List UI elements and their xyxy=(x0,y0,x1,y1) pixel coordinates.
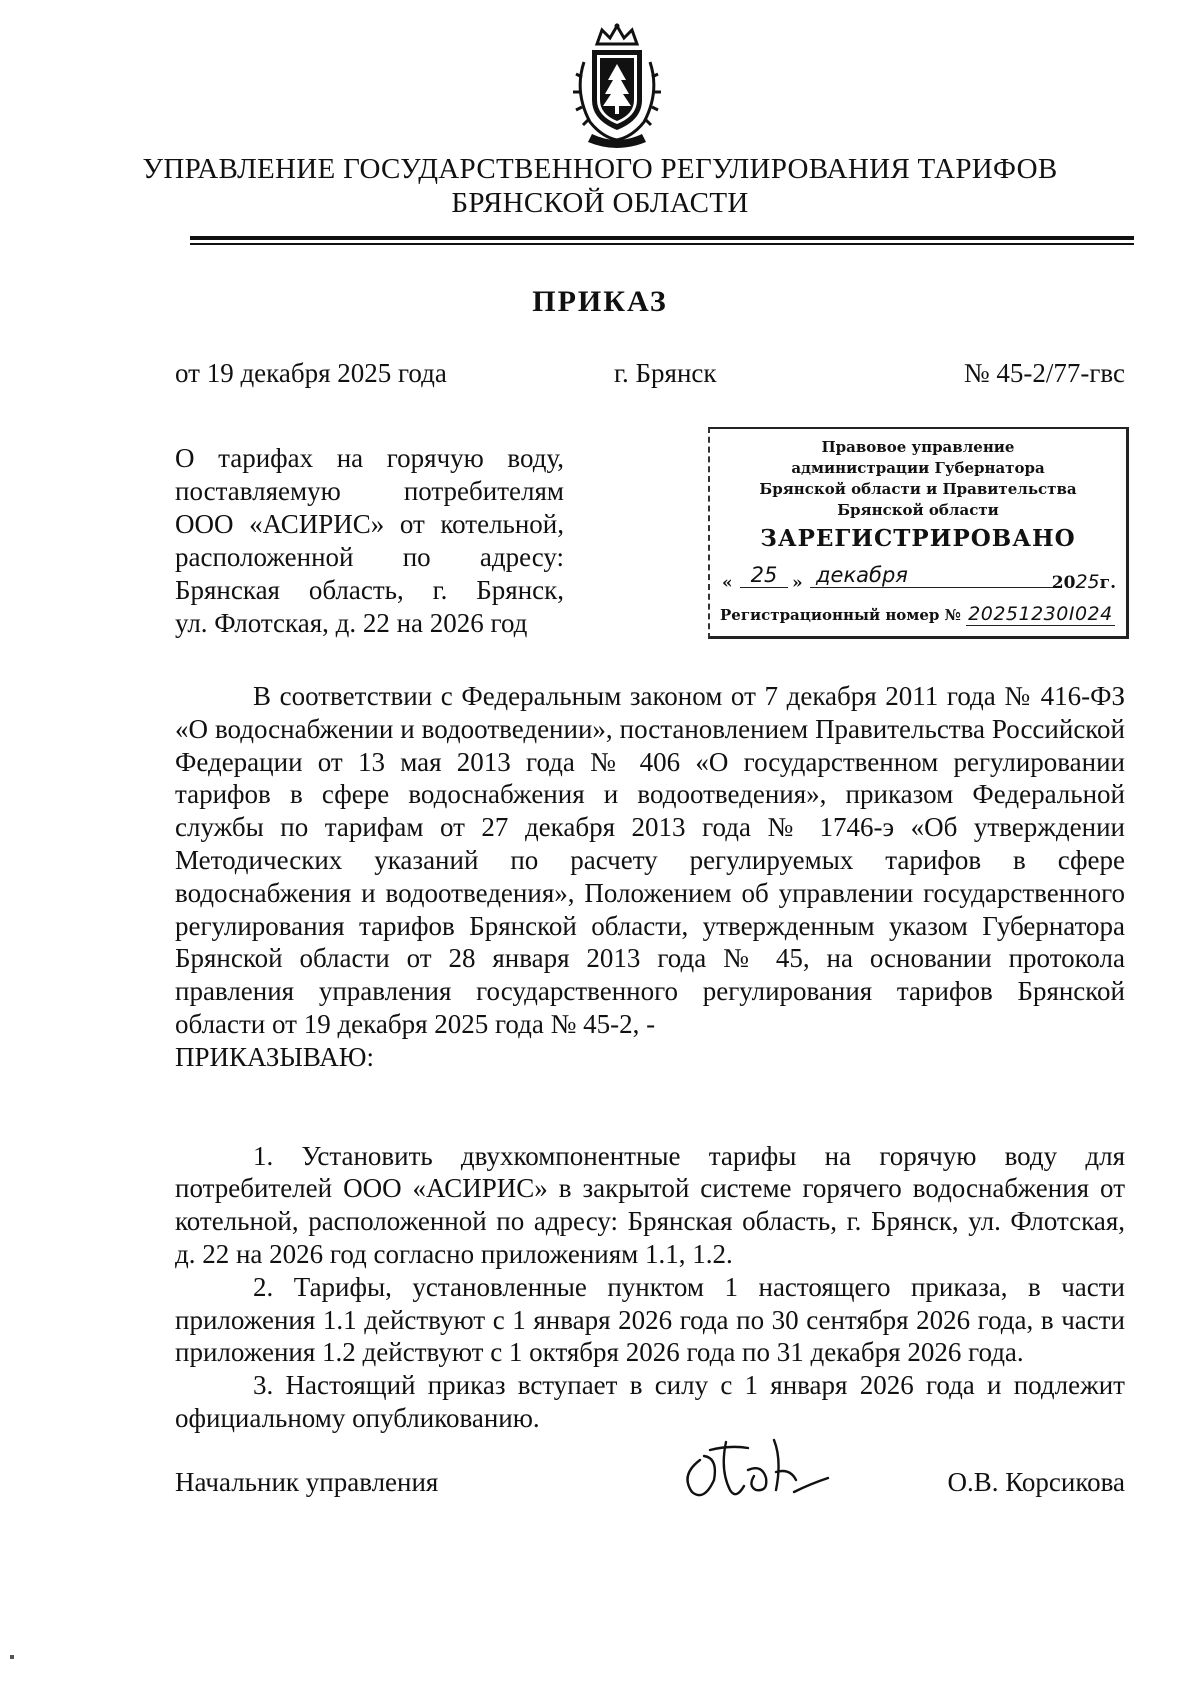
document-title: ПРИКАЗ xyxy=(532,285,668,318)
scan-speck xyxy=(10,1655,14,1659)
stamp-reg-label: Регистрационный номер № xyxy=(720,606,961,624)
order-items xyxy=(175,1140,1125,1435)
stamp-authority-line: администрации Губернатора xyxy=(791,459,1045,477)
subject-line: ООО «АСИРИС» от котельной, xyxy=(175,509,564,539)
stamp-close-quote: » xyxy=(792,573,803,593)
stamp-date xyxy=(720,563,1116,597)
stamp-authority xyxy=(710,437,1126,521)
document-subject xyxy=(175,442,564,640)
stamp-year-suffix: г. xyxy=(1099,573,1116,593)
signatory-position: Начальник управления xyxy=(175,1467,439,1497)
header-divider-thick xyxy=(190,236,1134,240)
stamp-day-handwritten: 25 xyxy=(740,563,788,588)
organization-name xyxy=(120,152,1080,220)
stamp-year xyxy=(1052,571,1116,593)
order-word: ПРИКАЗЫВАЮ: xyxy=(175,1041,374,1072)
handwritten-signature-icon xyxy=(670,1420,840,1510)
stamp-reg-number-handwritten: 20251230I024 xyxy=(968,603,1113,625)
stamp-status: ЗАРЕГИСТРИРОВАНО xyxy=(760,525,1076,552)
document-number: № 45-2/77-гвс xyxy=(963,358,1125,388)
stamp-open-quote: « xyxy=(722,573,733,593)
stamp-registration xyxy=(720,603,1120,625)
subject-line: поставляемую потребителям xyxy=(175,476,564,506)
stamp-authority-line: Брянской области xyxy=(837,501,999,519)
order-item: 2. Тарифы, установленные пунктом 1 настоящего приказа, в части приложения 1.1 действуют с 1 января 2026 года по 30 сентября 2026 года, в части приложения 1.2 действуют с 1 октября 2026 года по 31 декабря 2026 года. xyxy=(175,1271,1125,1368)
document-body xyxy=(175,680,1125,1435)
subject-line: Брянская область, г. Брянск, xyxy=(175,575,564,605)
subject-line: расположенной по адресу: xyxy=(175,542,564,572)
stamp-month-handwritten: декабря xyxy=(810,563,1055,588)
order-item: 1. Установить двухкомпонентные тарифы на горячую воду для потребителей ООО «АСИРИС» в закрытой системе горячего водоснабжения от котельной, расположенной по адресу: Брянская область, г. Брянск, ул. Флотская, д. 22 на 2026 год согласно приложениям 1.1, 1.2. xyxy=(175,1140,1125,1269)
order-item: 3. Настоящий приказ вступает в силу с 1 января 2026 года и подлежит официальному опубликованию. xyxy=(175,1370,1125,1433)
signatory-name: О.В. Корсикова xyxy=(947,1467,1125,1497)
org-name-line-2: БРЯНСКОЙ ОБЛАСТИ xyxy=(451,187,749,219)
preamble-paragraph: В соответствии с Федеральным законом от 7 декабря 2011 года № 416-ФЗ «О водоснабжении и водоотведении», постановлением Правительства Российской Федерации от 13 мая 2013 года № 406 «О государственном регулировании тарифов в сфере водоснабжения и водоотведения», приказом Федеральной службы по тарифам от 27 декабря 2013 года № 1746-э «Об утверждении Методических указаний по расчету регулируемых тарифов в сфере водоснабжения и водоотведения», Положением об управлении государственного регулирования тарифов Брянской области, утвержденным указом Губернатора Брянской области от 28 января 2013 года № 45, на основании протокола правления управления государственного регулирования тарифов Брянской области от 19 декабря 2025 года № 45-2, - xyxy=(175,681,1125,1039)
stamp-year-prefix: 20 xyxy=(1051,573,1076,593)
bryansk-coat-of-arms-icon xyxy=(562,22,672,152)
subject-line: ул. Флотская, д. 22 на 2026 год xyxy=(175,608,528,638)
org-name-line-1: УПРАВЛЕНИЕ ГОСУДАРСТВЕННОГО РЕГУЛИРОВАНИЯ ТАРИФОВ xyxy=(142,153,1058,185)
stamp-authority-line: Брянской области и Правительства xyxy=(759,480,1077,498)
header-divider-thin xyxy=(190,243,1134,245)
document-city: г. Брянск xyxy=(614,358,717,388)
stamp-year-handwritten: 25 xyxy=(1075,571,1100,593)
document-date: от 19 декабря 2025 года xyxy=(175,358,447,388)
registration-stamp xyxy=(708,427,1129,639)
subject-line: О тарифах на горячую воду, xyxy=(175,443,564,473)
stamp-authority-line: Правовое управление xyxy=(821,438,1015,456)
